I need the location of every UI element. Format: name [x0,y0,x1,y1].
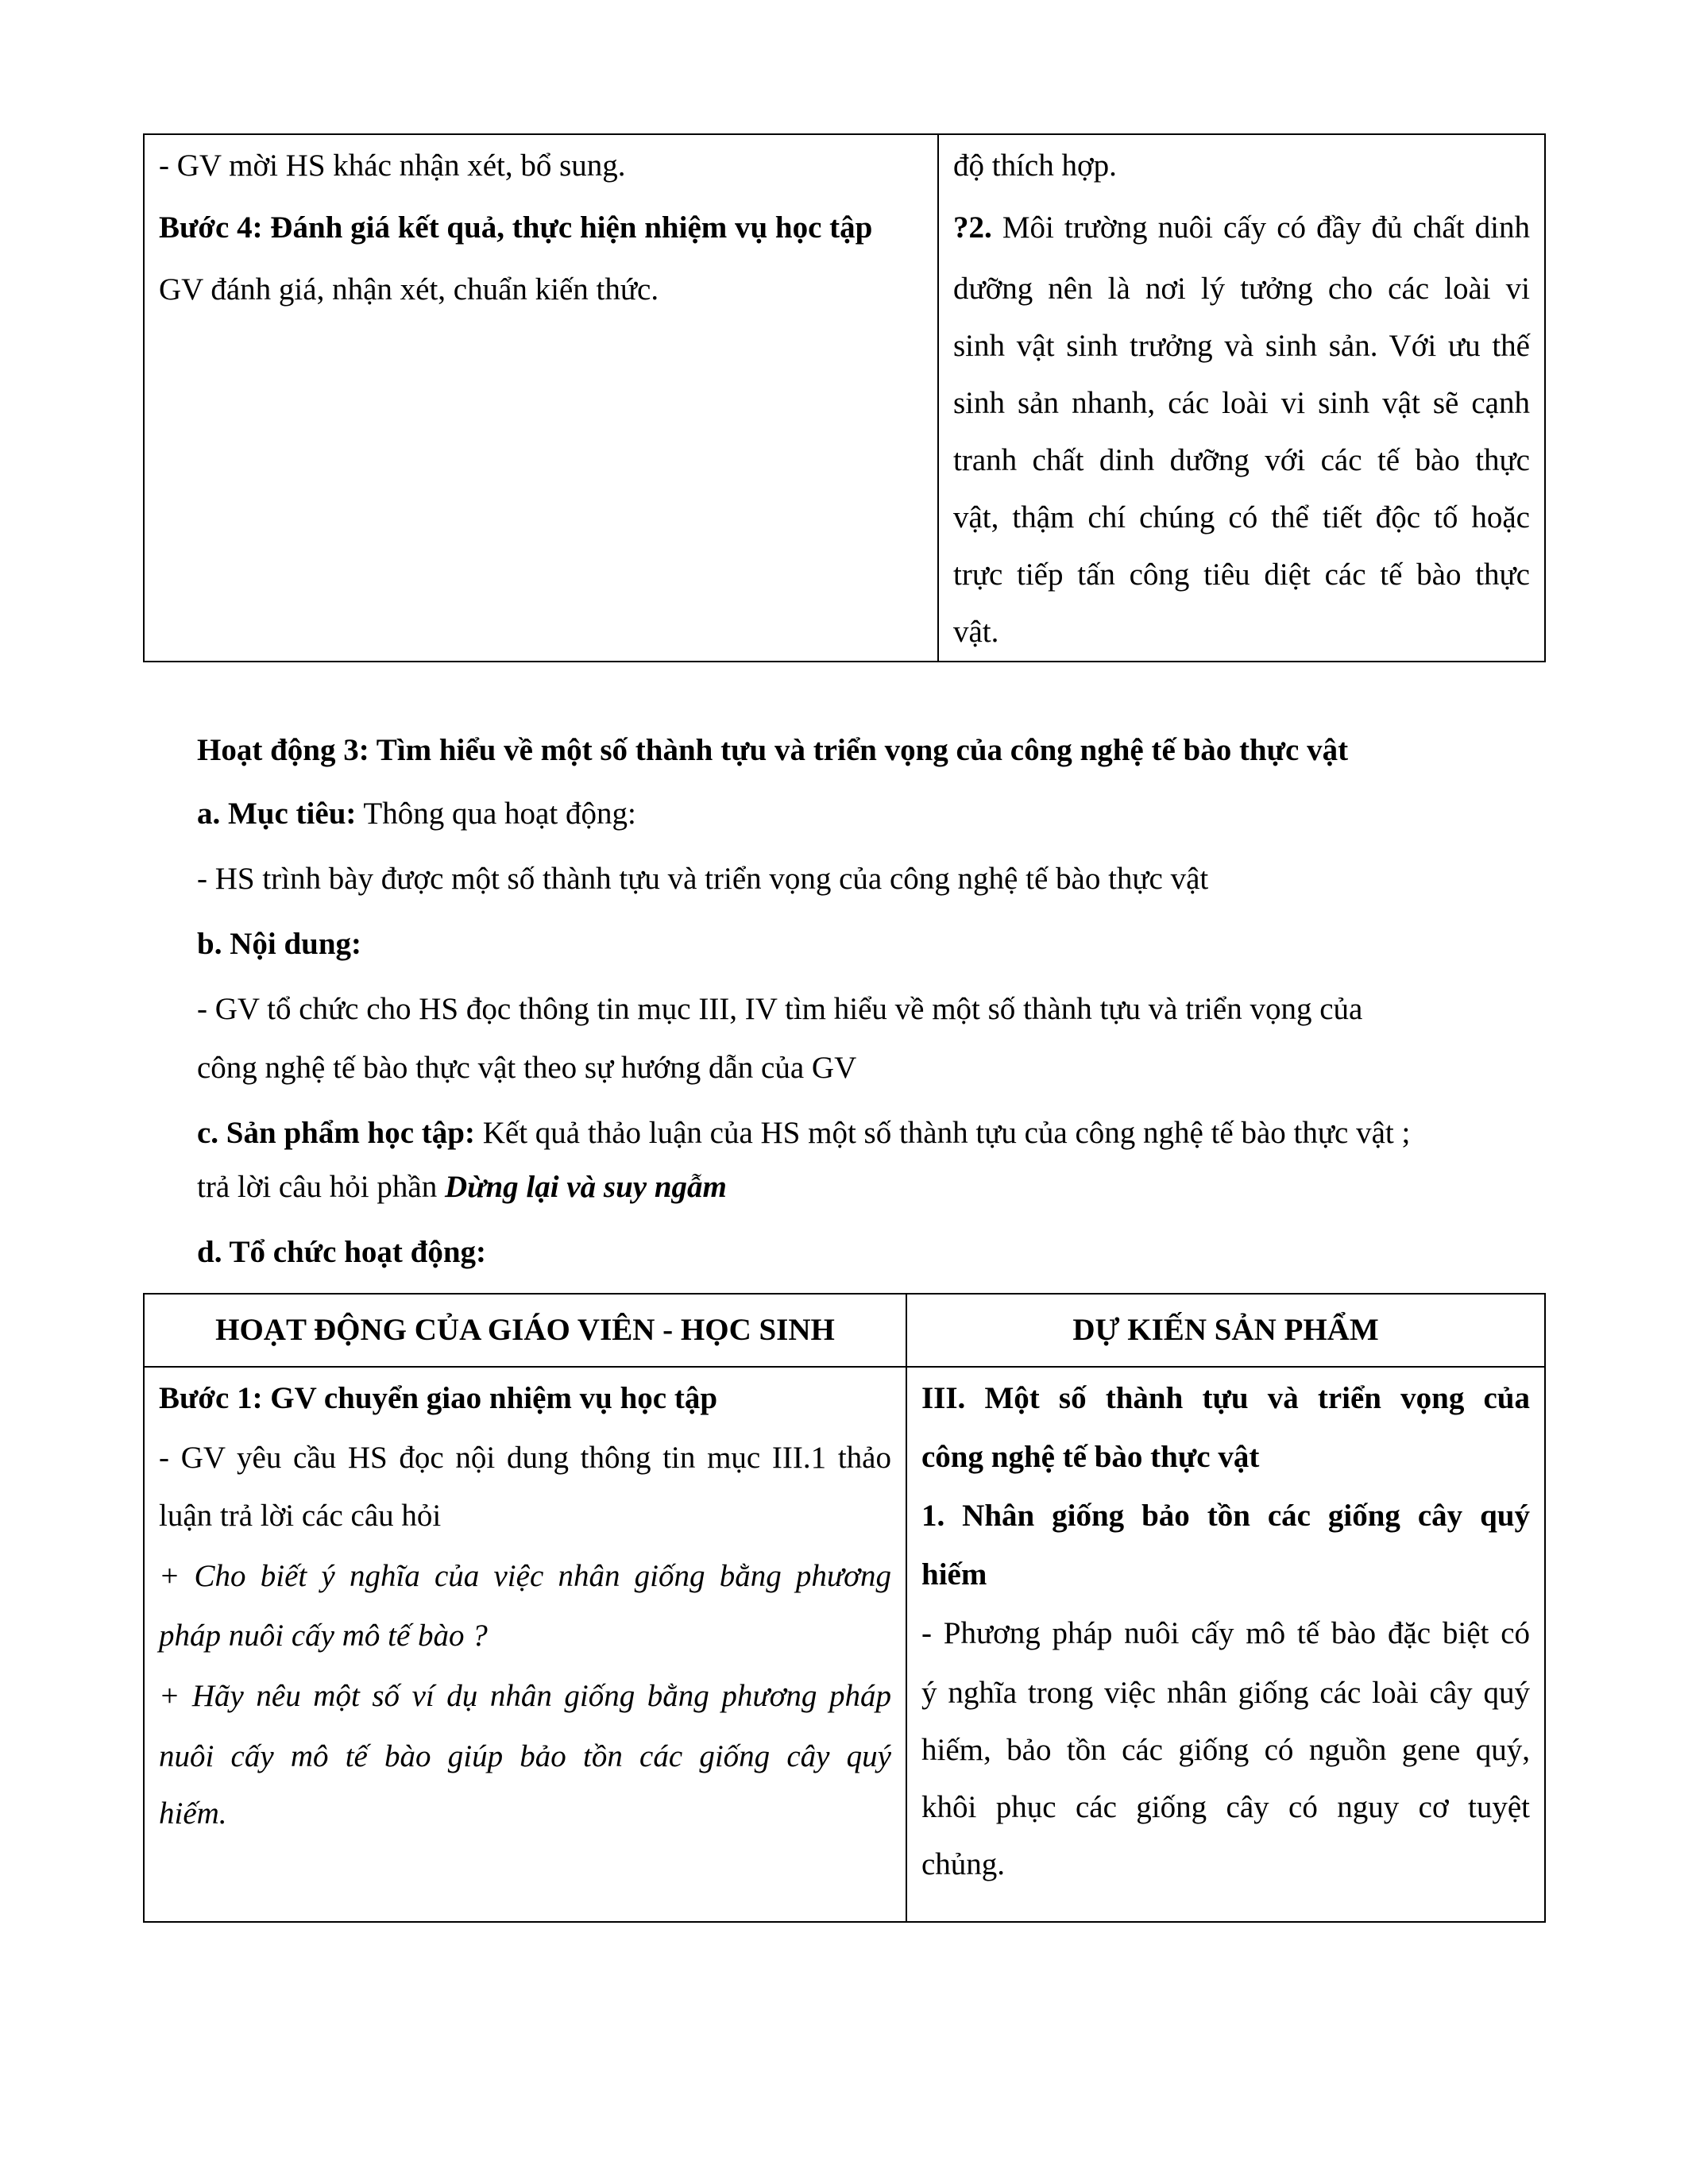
question-line: hiếm. [159,1796,227,1831]
answer-line: sinh vật sinh trưởng và sinh sản. Với ưu thế [953,329,1530,363]
question-label: ?2. [953,210,992,245]
left-line: GV đánh giá, nhận xét, chuẩn kiến thức. [159,272,659,307]
product-cell [906,1367,1545,1922]
answer-line: dưỡng nên là nơi lý tưởng cho các loài vi [953,272,1530,306]
section-heading: công nghệ tế bào thực vật [921,1440,1260,1474]
question-line: pháp nuôi cấy mô tế bào ? [159,1619,488,1653]
answer-line: chủng. [921,1847,1006,1881]
answer-line: trực tiếp tấn công tiêu diệt các tế bào thực [953,558,1530,592]
subsection-heading: 1. Nhân giống bảo tồn các giống cây quý [921,1499,1530,1533]
answer-line: ý nghĩa trong việc nhân giống các loài cây quý [921,1676,1530,1710]
content-label: b. Nội dung: [197,927,361,961]
continued-right-cell [938,134,1545,662]
answer-line: vật. [953,615,999,649]
goal-item: - HS trình bày được một số thành tựu và triển vọng của công nghệ tế bào thực vật [197,862,1209,896]
left-line: - GV mời HS khác nhận xét, bổ sung. [159,149,626,183]
product-line: trả lời câu hỏi phần Dừng lại và suy ngẫm [197,1170,727,1204]
answer-line: khôi phục các giống cây có nguy cơ tuyệt [921,1790,1530,1824]
continued-table [143,133,1546,662]
subsection-heading: hiếm [921,1557,987,1592]
activity-heading: Hoạt động 3: Tìm hiểu về một số thành tựu và triển vọng của công nghệ tế bào thực vật [197,733,1349,767]
answer-line: hiếm, bảo tồn các giống có nguồn gene quý, [921,1733,1530,1767]
right-first-line: độ thích hợp. [953,149,1117,183]
content-line: - GV tổ chức cho HS đọc thông tin mục III, IV tìm hiểu về một số thành tựu và triển vọng của [197,992,1363,1026]
answer-line: vật, thậm chí chúng có thể tiết độc tố hoặc [953,500,1530,534]
continued-left-cell [144,134,938,662]
goal-paragraph: a. Mục tiêu: Thông qua hoạt động: [197,797,636,831]
activity-table [143,1293,1546,1923]
organization-label: d. Tổ chức hoạt động: [197,1235,487,1269]
teacher-cell [144,1367,906,1922]
question-line: + Cho biết ý nghĩa của việc nhân giống bằng phương [159,1559,891,1593]
question-line: + Hãy nêu một số ví dụ nhân giống bằng phương pháp [159,1679,891,1713]
section-heading: III. Một số thành tựu và triển vọng của [921,1381,1530,1415]
task-line: - GV yêu cầu HS đọc nội dung thông tin mục III.1 thảo [159,1441,891,1475]
product-paragraph: c. Sản phẩm học tập: Kết quả thảo luận của HS một số thành tựu của công nghệ tế bào thực vật ; [197,1116,1411,1150]
header-expected-product: DỰ KIẾN SẢN PHẨM [906,1294,1545,1367]
step1-heading: Bước 1: GV chuyển giao nhiệm vụ học tập [159,1381,718,1415]
header-teacher-student: HOẠT ĐỘNG CỦA GIÁO VIÊN - HỌC SINH [144,1294,906,1367]
answer-line: sinh sản nhanh, các loài vi sinh vật sẽ cạnh [953,386,1530,420]
step4-heading: Bước 4: Đánh giá kết quả, thực hiện nhiệm vụ học tập [159,210,873,245]
answer-line: tranh chất dinh dưỡng với các tế bào thực [953,443,1530,477]
question-line: nuôi cấy mô tế bào giúp bảo tồn các giống cây quý [159,1739,891,1773]
task-line: luận trả lời các câu hỏi [159,1499,442,1533]
answer-line: - Phương pháp nuôi cấy mô tế bào đặc biệt có [921,1616,1530,1650]
answer-line: ?2. Môi trường nuôi cấy có đầy đủ chất dinh [953,210,1530,245]
content-line: công nghệ tế bào thực vật theo sự hướng dẫn của GV [197,1051,857,1085]
